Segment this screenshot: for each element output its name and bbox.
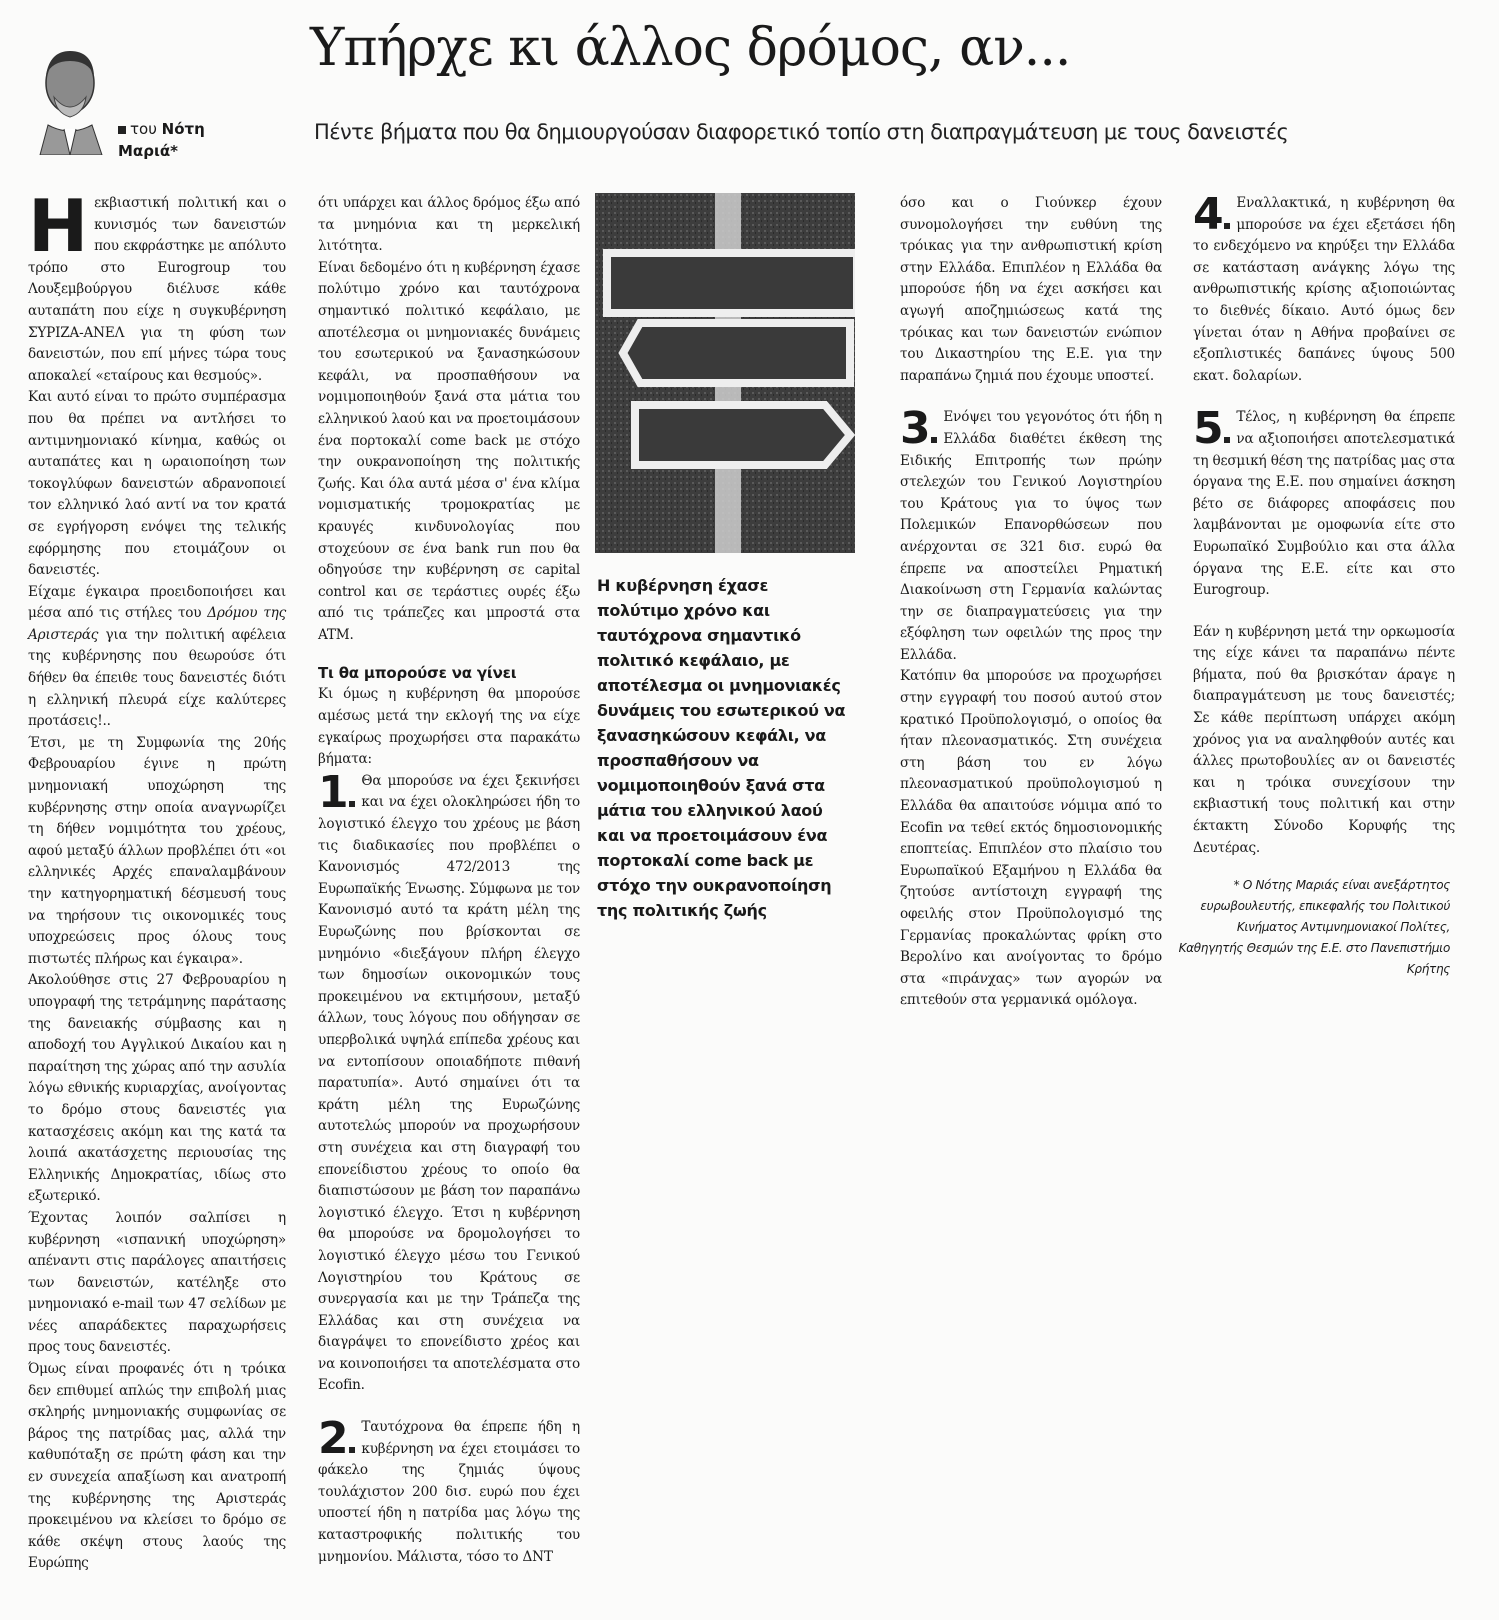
step-number <box>900 403 937 455</box>
step-number-text: 5 <box>1193 403 1224 455</box>
section-heading: Τι θα μπορούσε να γίνει <box>318 664 517 683</box>
newspaper-name: Δρόμου της Αριστεράς <box>28 605 286 643</box>
step-number <box>318 766 355 818</box>
step-number-text: 1 <box>318 766 349 818</box>
step-text: Εναλλακτικά, η κυβέρνηση θα μπορούσε να έχει εξετάσει ήδη το ενδεχόμενο να κηρύξει την Ελλάδα σε κατάσταση ανάγκης λόγω της ανθρωπιστικής κρίσης αξιοποιώντας το διεθνές δίκαιο. Αυτό όμως δεν γίνεται όταν η Αθήνα προβαίνει σε εξοπλιστικές δαπάνες ύψους 500 εκατ. δολαρίων. <box>1193 195 1455 384</box>
paragraph-text: εκβιαστική πολιτική και ο κυνισμός των δανειστών που εκφράστηκε με απόλυτο τρόπο στο Eurogroup του Λουξεμβούργου διέλυσε κάθε αυταπάτη που είχε η συγκυβέρνηση ΣΥΡΙΖΑ-ΑΝΕΛ για τη φύση των δανειστών, που επί μήνες τώρα τους αποκαλεί «εταίρους και θεσμούς». <box>28 195 286 384</box>
step-number <box>318 1413 355 1465</box>
step-2 <box>318 1413 580 1568</box>
byline-prefix: του <box>130 120 157 138</box>
step-4 <box>1193 189 1455 387</box>
column-2 <box>318 193 580 1568</box>
left-arrow-sign <box>623 323 850 383</box>
subheadline: Πέντε βήματα που θα δημιουργούσαν διαφορετικό τοπίο στη διαπραγμάτευση με τους δανειστές <box>314 120 1289 144</box>
square-bullet-icon <box>349 801 355 807</box>
step-number <box>1193 189 1230 240</box>
column-5 <box>1193 189 1455 859</box>
sign-plank <box>607 253 855 313</box>
square-bullet-icon <box>931 437 937 443</box>
byline <box>118 118 205 162</box>
paragraph: Και αυτό είναι το πρώτο συμπέρασμα που θα πρέπει να αντλήσει το αντιμνημονιακό κίνημα, καθώς οι αυταπάτες και η ωραιοποίηση των τοκογλύφων δανειστών αδρανοποιεί τον ελληνικό λαό αντί να τον κρατά σε εγρήγορση ενόψει της τελικής εφόρμησης που ετοιμάζουν οι δανειστές. <box>28 389 286 579</box>
step-text: Τέλος, η κυβέρνηση θα έπρεπε να αξιοποιήσει αποτελεσματικά τη θεσμική θέση της πατρίδας μας στα όργανα της Ε.Ε. που σημαίνει άσκηση βέτο σε διάφορες αποφάσεις που λαμβάνονται με ομοφωνία είτε στο Ευρωπαϊκό Συμβούλιο και στα άλλα όργανα της Ε.Ε. είτε και στο Eurogroup. <box>1193 409 1455 599</box>
paragraph: Έχοντας λοιπόν σαλπίσει η κυβέρνηση «ισπανική υποχώρηση» απέναντι στις παράλογες απαιτήσεις των δανειστών, κατέληξε στο μνημονιακό e-mail των 47 σελίδων με νέες απαράδεκτες παραχωρήσεις προς τους δανειστές. <box>28 1209 286 1356</box>
step-text: Θα μπορούσε να έχει ξεκινήσει και να έχει ολοκληρώσει ήδη το λογιστικό έλεγχο του χρέους με βάση τις διαδικασίες που προβλέπει ο Κανονισμός 472/2013 της Ευρωπαϊκής Ένωσης. Σύμφωνα με τον Κανονισμό αυτό τα κράτη μέλη της Ευρωζώνης που βρίσκονται σε μνημόνιο «διεξάγουν πλήρη έλεγχο των δημοσίων οικονομικών τους προκειμένου να εκτιμήσουν, μεταξύ άλλων, τους λόγους που οδήγησαν σε υπερβολικά υψηλά επίπεδα χρέους και να εντοπίσουν οποιαδήποτε πιθανή παρατυπία». Αυτό σημαίνει ότι τα κράτη μέλη της Ευρωζώνης αυτοτελώς μπορούν να προχωρήσουν στη συνέχεια και στη διαγραφή του επονείδιστου χρέους το οποίο θα διαπιστώσουν με βάση τον παραπάνω λογιστικό έλεγχο. Έτσι η κυβέρνηση θα μπορούσε να δρομολογήσει το λογιστικό έλεγχο μέσω του Γενικού Λογιστηρίου του Κράτους σε συνεργασία και με την Τράπεζα της Ελλάδας και στη συνέχεια να διαγράψει το επονείδιστο χρέος και να κοινοποιήσει τα αποτελέσματα στο Ecofin. <box>318 772 580 1394</box>
step-text: Ταυτόχρονα θα έπρεπε ήδη η κυβέρνηση να έχει ετοιμάσει το φάκελο της ζημιάς ύψους τουλάχιστον 200 δισ. ευρώ που έχει υποστεί ήδη η πατρίδα μας λόγω της καταστροφικής πολιτικής του μνημονίου. Μάλιστα, τόσο το ΔΝΤ <box>318 1419 580 1565</box>
step-text: Ενόψει του γεγονότος ότι ήδη η Ελλάδα διαθέτει έκθεση της Ειδικής Επιτροπής των πρώην στελεχών του Γενικού Λογιστηρίου του Κράτους για το ύψος των Πολεμικών Επανορθώσεων που ανέρχονται σε 321 δισ. ευρώ θα έπρεπε να αποστείλει Ρηματική Διακοίνωση στη Γερμανία καλώντας την σε διαπραγματεύσεις για την εξόφληση των οφειλών της προς την Ελλάδα. <box>900 409 1162 663</box>
paragraph-text: Είχαμε έγκαιρα προειδοποιήσει και μέσα από τις στήλες του <box>28 583 286 622</box>
closing-paragraph: Εάν η κυβέρνηση μετά την ορκωμοσία της είχε κάνει τα παραπάνω πέντε βήματα, πού θα βρισκόταν άραγε η διαπραγμάτευση με τους δανειστές; Σε κάθε περίπτωση υπάρχει ακόμη χρόνος για να αναληφθούν αυτές και άλλες πρωτοβουλίες αν οι δανειστές και η τρόικα συνεχίσουν την εκβιαστική τους πολιτική και στην έκτακτη Σύνοδο Κορυφής της Δευτέρας. <box>1193 623 1455 856</box>
right-arrow-sign <box>635 405 850 465</box>
paragraph: Κατόπιν θα μπορούσε να προχωρήσει στην εγγραφή του ποσού αυτού στον κρατικό Προϋπολογισμό, ο οποίος θα ήταν πλεονασματικός. Στη συνέχεια στη βάση του εν λόγω πλεονασματικού προϋπολογισμού η Ελλάδα θα απαιτούσε νόμιμα από το Ecofin να τεθεί εκτός δημοσιονομικής εποπτείας. Επιπλέον στο πλαίσιο του Ευρωπαϊκού Εξαμήνου η Ελλάδα θα ζητούσε αντίστοιχη εγγραφή της οφειλής στον Προϋπολογισμό της Γερμανίας προκαλώντας φρίκη στο Βερολίνο και ανοίγοντας το δρόμο στα «πιράνχας» των αγορών να επιτεθούν στα γερμανικά ομόλογα. <box>900 668 1162 1009</box>
drop-cap: Η <box>28 184 89 268</box>
bullet-square-icon <box>118 126 126 134</box>
author-portrait <box>30 45 110 155</box>
signpost-photo <box>595 193 855 553</box>
byline-first-name: Νότη <box>161 120 205 138</box>
step-number-text: 4 <box>1193 189 1224 240</box>
paragraph: όσο και ο Γιούνκερ έχουν συνομολογήσει την ευθύνη της τρόικας για την ανθρωπιστική κρίση στην Ελλάδα. Επιπλέον η Ελλάδα θα μπορούσε ήδη να έχει ασκήσει και αγωγή αποζημιώσεως κατά της τρόικας και των δανειστών ενώπιον του Δικαστηρίου της Ε.Ε. για την παραπάνω ζημιά που έχουμε υποστεί. <box>900 195 1162 384</box>
square-bullet-icon <box>349 1447 355 1453</box>
step-number-text: 2 <box>318 1413 349 1465</box>
paragraph: Είναι δεδομένο ότι η κυβέρνηση έχασε πολύτιμο χρόνο και ταυτόχρονα σημαντικό πολιτικό κεφάλαιο, με αποτέλεσμα οι μνημονιακές δυνάμεις του εσωτερικού να ξανασηκώσουν κεφάλι, να προσπαθήσουν να νομιμοποιηθούν ξανά στα μάτια του ελληνικού λαού και να προετοιμάσουν ένα πορτοκαλί come back με στόχο την ουκρανοποίηση της πολιτικής ζωής. Και όλα αυτά μέσα σ' ένα κλίμα νομισματικής τρομοκρατίας με κραυγές κινδυνολογίας που στοχεύουν σε ένα bank run που θα οδηγούσε την κυβέρνηση σε capital control και σε τεράστιες ουρές έξω από τις τράπεζες και μπροστά στα ATM. <box>318 259 580 643</box>
step-5 <box>1193 403 1455 601</box>
byline-last-name: Μαριά* <box>118 142 178 160</box>
square-bullet-icon <box>1224 437 1230 443</box>
step-number <box>1193 403 1230 455</box>
paragraph: ότι υπάρχει και άλλος δρόμος έξω από τα μνημόνια και τη μερκελική λιτότητα. <box>318 195 580 255</box>
step-3 <box>900 403 1162 666</box>
step-number-text: 3 <box>900 403 931 455</box>
pull-quote: Η κυβέρνηση έχασε πολύτιμο χρόνο και ταυτόχρονα σημαντικό πολιτικό κεφάλαιο, με αποτέλεσμα οι μνημονιακές δυνάμεις του εσωτερικού να ξανασηκώσουν κεφάλι, να προσπαθήσουν να νομιμοποιηθούν ξανά στα μάτια του ελληνικού λαού και να προετοιμάσουν ένα πορτοκαλί come back με στόχο την ουκρανοποίηση της πολιτικής ζωής <box>597 576 846 920</box>
paragraph: Έτσι, με τη Συμφωνία της 20ής Φεβρουαρίου έγινε η πρώτη μνημονιακή υποχώρηση της κυβέρνησης στην οποία αναγνωρίζει τη δήθεν νομιμότητα του χρέους, αφού μεταξύ άλλων προβλέπει ότι «οι ελληνικές Αρχές επαναλαμβάνουν την κατηγορηματική δέσμευσή τους να τηρήσουν τις οικονομικές τους υποχρεώσεις προς όλους τους πιστωτές πλήρως και έγκαιρα». <box>28 734 286 967</box>
paragraph: Κι όμως η κυβέρνηση θα μπορούσε αμέσως μετά την εκλογή της να είχε εγκαίρως προχωρήσει στα παρακάτω βήματα: <box>318 686 580 768</box>
paragraph: Ακολούθησε στις 27 Φεβρουαρίου η υπογραφή της τετράμηνης παράτασης της δανειακής σύμβασης και η αποδοχή του Αγγλικού Δικαίου και η παραίτηση της χώρας από την ασυλία λόγω εθνικής κυριαρχίας, ανοίγοντας το δρόμο στους δανειστές για κατασχέσεις ακόμη και της κατά τα λοιπά ακατάσχετης περιουσίας της Ελληνικής Δημοκρατίας, ιδίως στο εξωτερικό. <box>28 972 286 1205</box>
paragraph: Όμως είναι προφανές ότι η τρόικα δεν επιθυμεί απλώς την επιβολή μιας σκληρής μνημονιακής συμφωνίας σε βάρος της πατρίδας μας, αλλά την καθυπόταξη σε πρώτη φάση και την εν συνεχεία απαξίωση και ανατροπή της κυβέρνησης της Αριστεράς προκειμένου να κλείσει το δρόμο σε κάθε σκέψη στους λαούς της Ευρώπης <box>28 1361 286 1572</box>
author-footnote: * Ο Νότης Μαριάς είναι ανεξάρτητος ευρωβουλευτής, επικεφαλής του Πολιτικού Κινήματος Αντιμνημονιακοί Πολίτες, Καθηγητής Θεσμών της Ε.Ε. στο Πανεπιστήμιο Κρήτης <box>1178 878 1450 976</box>
column-4 <box>900 193 1162 1012</box>
column-1 <box>28 184 286 1575</box>
lead-paragraph <box>28 184 286 387</box>
step-1 <box>318 766 580 1397</box>
paragraph-text: για την πολιτική αφέλεια της κυβέρνησης που θεωρούσε ότι δήθεν θα έπειθε τους δανειστές διότι η ελληνική πλευρά είχε καλύτερες προτάσεις!.. <box>28 626 286 730</box>
headline: Υπήρχε κι άλλος δρόμος, αν... <box>310 18 1071 78</box>
paragraph <box>28 582 286 733</box>
square-bullet-icon <box>1224 223 1230 229</box>
